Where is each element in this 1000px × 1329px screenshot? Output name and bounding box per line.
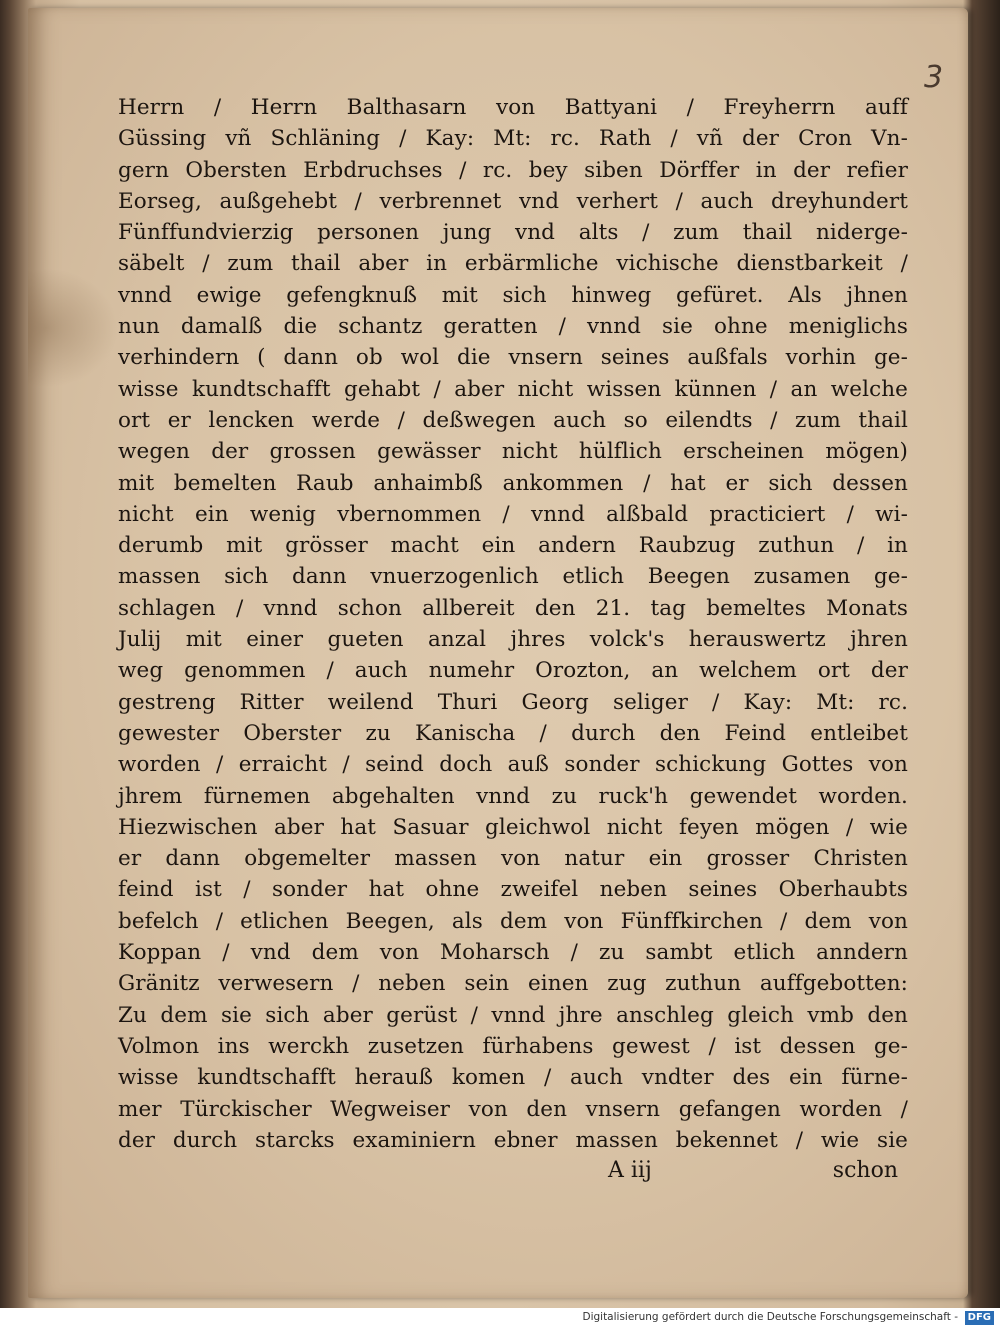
text-line: gestreng Ritter weilend Thuri Georg seliger / Kay: Mt: rc. bbox=[118, 689, 908, 715]
text-line: wisse kundtschafft gehabt / aber nicht wissen künnen / an welche bbox=[118, 376, 908, 402]
text-line: nun damalß die schantz geratten / vnnd sie ohne meniglichs bbox=[118, 314, 908, 340]
text-line: mer Türckischer Wegweiser von den vnsern gefangen worden / bbox=[118, 1096, 908, 1122]
page-stain bbox=[28, 268, 118, 388]
footer-bar bbox=[0, 1308, 1000, 1329]
text-line: weg genommen / auch numehr Orozton, an welchem ort der bbox=[118, 658, 908, 684]
dfg-logo: DFG bbox=[965, 1311, 994, 1325]
text-line: befelch / etlichen Beegen, als dem von Fünffkirchen / dem von bbox=[118, 908, 908, 934]
text-line: säbelt / zum thail aber in erbärmliche vichische dienstbarkeit / bbox=[118, 251, 908, 277]
text-line: Hiezwischen aber hat Sasuar gleichwol nicht feyen mögen / wie bbox=[118, 814, 908, 840]
page-number: 3 bbox=[924, 60, 944, 95]
text-line: Volmon ins werckh zusetzen fürhabens gewest / ist dessen ge- bbox=[118, 1033, 908, 1059]
text-line: derumb mit grösser macht ein andern Raubzug zuthun / in bbox=[118, 533, 908, 559]
text-line: gern Obersten Erbdruchses / rc. bey siben Dörffer in der refier bbox=[118, 157, 908, 183]
text-line: wegen der grossen gewässer nicht hülflich erscheinen mögen) bbox=[118, 439, 908, 465]
text-line: wisse kundtschafft herauß komen / auch vndter des ein fürne- bbox=[118, 1065, 908, 1091]
text-line: massen sich dann vnuerzogenlich etlich Beegen zusamen ge- bbox=[118, 564, 908, 590]
text-line: jhrem fürnemen abgehalten vnnd zu ruck'h gewendet worden. bbox=[118, 783, 908, 809]
text-line: Gränitz verwesern / neben sein einen zug zuthun auffgebotten: bbox=[118, 971, 908, 997]
text-line: Zu dem sie sich aber gerüst / vnnd jhre anschleg gleich vmb den bbox=[118, 1002, 908, 1028]
footer-credit: Digitalisierung gefördert durch die Deutsche Forschungsgemeinschaft - bbox=[582, 1311, 958, 1323]
text-line: er dann obgemelter massen von natur ein grosser Christen bbox=[118, 846, 908, 872]
text-line: Herrn / Herrn Balthasarn von Battyani / Freyherrn auff bbox=[118, 95, 908, 120]
text-block bbox=[118, 92, 908, 1156]
catchword: schon bbox=[832, 1158, 898, 1183]
book-page bbox=[28, 8, 968, 1298]
text-line: der durch starcks examiniern ebner massen bekennet / wie sie bbox=[118, 1127, 908, 1153]
catchline bbox=[608, 1158, 898, 1194]
text-line: gewester Oberster zu Kanischa / durch den Feind entleibet bbox=[118, 720, 908, 746]
text-line: vnnd ewige gefengknuß mit sich hinweg gefüret. Als jhnen bbox=[118, 282, 908, 308]
text-line: schlagen / vnnd schon allbereit den 21. tag bemeltes Monats bbox=[118, 595, 908, 621]
text-line: Fünffundvierzig personen jung vnd alts / zum thail niderge- bbox=[118, 220, 908, 246]
signature-mark: A iij bbox=[608, 1158, 652, 1183]
text-line: feind ist / sonder hat ohne zweifel neben seines Oberhaubts bbox=[118, 877, 908, 903]
text-line: worden / erraicht / seind doch auß sonder schickung Gottes von bbox=[118, 752, 908, 778]
text-line: mit bemelten Raub anhaimbß ankommen / hat er sich dessen bbox=[118, 470, 908, 496]
text-line: verhindern ( dann ob wol die vnsern seines außfals vorhin ge- bbox=[118, 345, 908, 371]
text-line: Güssing vñ Schläning / Kay: Mt: rc. Rath / vñ der Cron Vn- bbox=[118, 126, 908, 152]
text-line: Eorseg, außgehebt / verbrennet vnd verhert / auch dreyhundert bbox=[118, 188, 908, 214]
text-line: Julij mit einer gueten anzal jhres volck's herauswertz jhren bbox=[118, 627, 908, 653]
text-line: nicht ein wenig vbernommen / vnnd alßbald practiciert / wi- bbox=[118, 501, 908, 527]
text-line: ort er lencken werde / deßwegen auch so eilendts / zum thail bbox=[118, 407, 908, 433]
text-line: Koppan / vnd dem von Moharsch / zu sambt etlich anndern bbox=[118, 940, 908, 966]
